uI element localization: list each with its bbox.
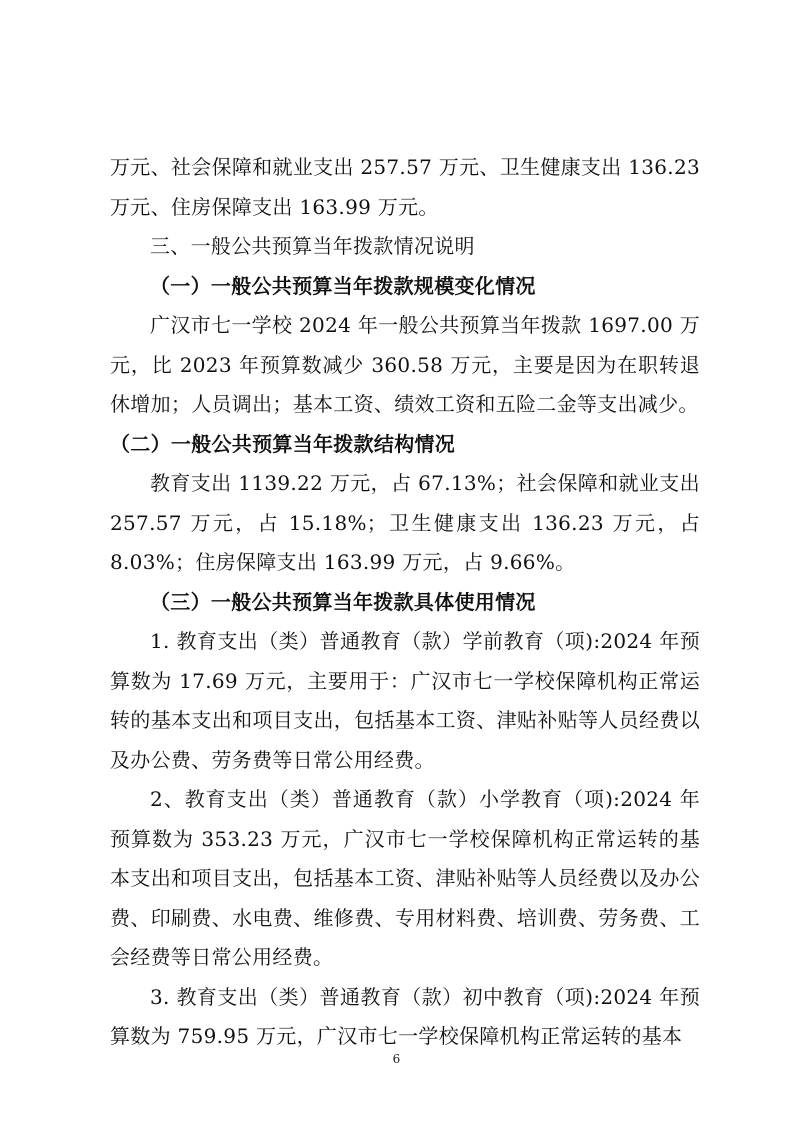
paragraph-item-preschool: 1. 教育支出（类）普通教育（款）学前教育（项):2024 年预算数为 17.69 万元，主要用于：广汉市七一学校保障机构正常运转的基本支出和项目支出，包括基本工资、津贴补贴等人员经费以及办公费、劳务费等日常公用经费。 <box>110 629 700 772</box>
subheading-scale-change: （一）一般公共预算当年拨款规模变化情况 <box>150 273 536 298</box>
section-heading-three: 三、一般公共预算当年拨款情况说明 <box>150 234 475 258</box>
document-body <box>110 148 700 1057</box>
subheading-specific-use: （三）一般公共预算当年拨款具体使用情况 <box>150 589 536 614</box>
paragraph-scale-change: 广汉市七一学校 2024 年一般公共预算当年拨款 1697.00 万元，比 2023 年预算数减少 360.58 万元，主要是因为在职转退休增加；人员调出；基本工资、绩效工资和五险二金等支出减少。 <box>110 313 700 416</box>
paragraph-item-primary: 2、教育支出（类）普通教育（款）小学教育（项):2024 年预算数为 353.23 万元，广汉市七一学校保障机构正常运转的基本支出和项目支出，包括基本工资、津贴补贴等人员经费以及办公费、印刷费、水电费、维修费、专用材料费、培训费、劳务费、工会经费等日常公用经费。 <box>110 787 700 969</box>
paragraph-item-junior: 3. 教育支出（类）普通教育（款）初中教育（项):2024 年预算数为 759.95 万元，广汉市七一学校保障机构正常运转的基本 <box>110 984 700 1048</box>
subheading-structure: （二）一般公共预算当年拨款结构情况 <box>110 431 456 456</box>
paragraph-continued-amounts: 万元、社会保障和就业支出 257.57 万元、卫生健康支出 136.23 万元、住房保障支出 163.99 万元。 <box>110 155 700 219</box>
page-number: 6 <box>392 1052 401 1066</box>
paragraph-structure: 教育支出 1139.22 万元，占 67.13%；社会保障和就业支出 257.57 万元，占 15.18%；卫生健康支出 136.23 万元，占 8.03%；住房保障支出 163.99 万元，占 9.66%。 <box>110 471 700 574</box>
